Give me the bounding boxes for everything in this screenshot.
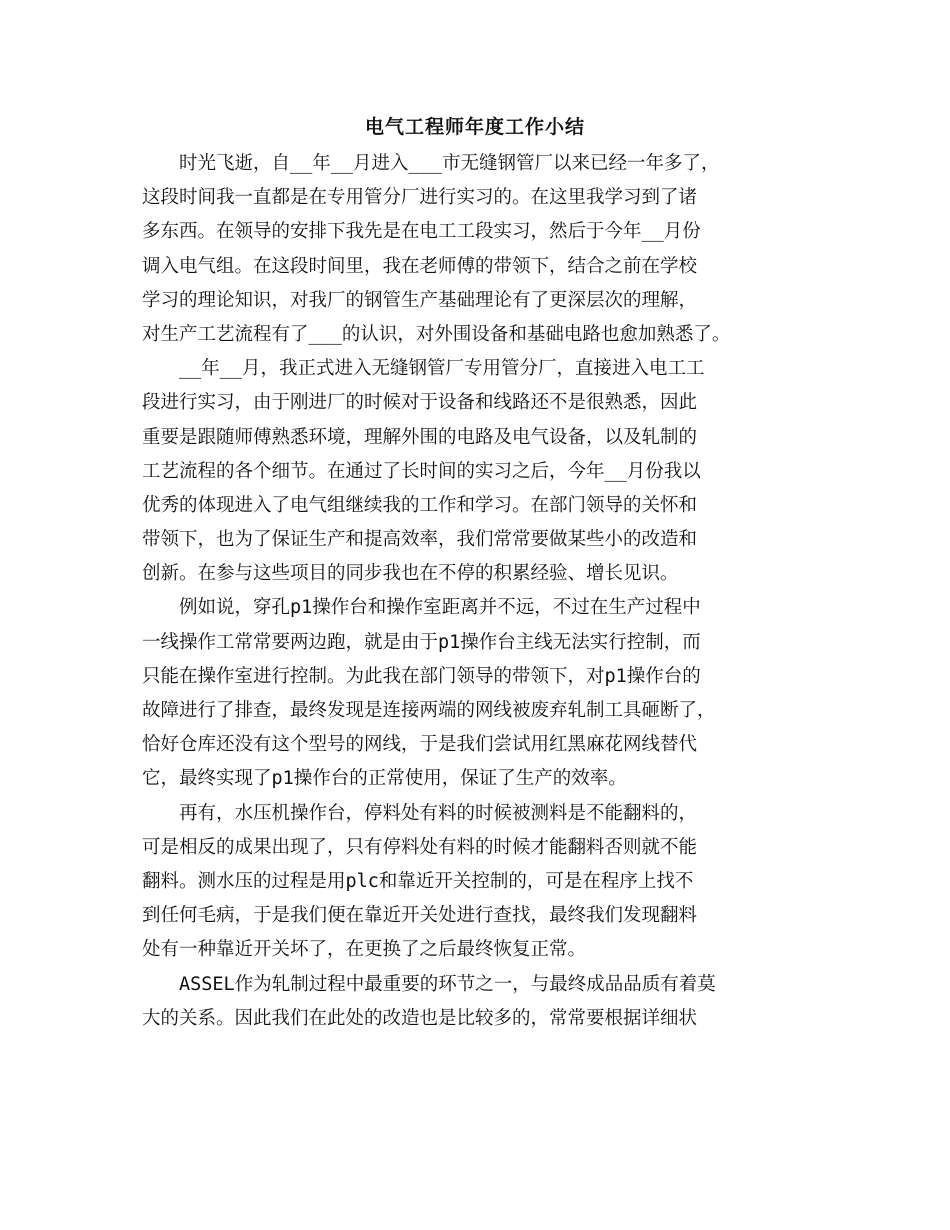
- body-line: 带领下，也为了保证生产和提高效率，我们常常要做某些小的改造和: [142, 529, 698, 551]
- body-line: 学习的理论知识，对我厂的钢管生产基础理论有了更深层次的理解，: [142, 289, 698, 311]
- body-line: 它，最终实现了p1操作台的正常使用，保证了生产的效率。: [142, 768, 627, 790]
- body-line: 优秀的体现进入了电气组继续我的工作和学习。在部门领导的关怀和: [142, 494, 698, 516]
- body-line: 再有，水压机操作台，停料处有料的时候被测料是不能翻料的，: [142, 802, 698, 824]
- body-line: 创新。在参与这些项目的同步我也在不停的积累经验、增长见识。: [142, 563, 679, 585]
- body-line: 到任何毛病，于是我们便在靠近开关处进行查找，最终我们发现翻料: [142, 905, 698, 927]
- body-line: ASSEL作为轧制过程中最重要的环节之一，与最终成品品质有着莫: [142, 973, 716, 995]
- body-line: 只能在操作室进行控制。为此我在部门领导的带领下，对p1操作台的: [142, 665, 701, 687]
- body-line: 段进行实习，由于刚进厂的时候对于设备和线路还不是很熟悉，因此: [142, 392, 698, 414]
- body-line: 重要是跟随师傅熟悉环境，理解外围的电路及电气设备，以及轧制的: [142, 426, 698, 448]
- body-line: 调入电气组。在这段时间里，我在老师傅的带领下，结合之前在学校: [142, 255, 698, 277]
- body-line: 多东西。在领导的安排下我先是在电工工段实习，然后于今年__月份: [142, 221, 701, 243]
- body-line: 大的关系。因此我们在此处的改造也是比较多的，常常要根据详细状: [142, 1007, 698, 1029]
- body-line: 例如说，穿孔p1操作台和操作室距离并不远，不过在生产过程中: [142, 597, 701, 619]
- body-line: 恰好仓库还没有这个型号的网线，于是我们尝试用红黑麻花网线替代: [142, 734, 698, 756]
- body-line: 处有一种靠近开关坏了，在更换了之后最终恢复正常。: [142, 939, 587, 961]
- body-line: 工艺流程的各个细节。在通过了长时间的实习之后，今年__月份我以: [142, 460, 701, 482]
- body-line: 翻料。测水压的过程是用plc和靠近开关控制的，可是在程序上找不: [142, 870, 694, 892]
- document-body: [142, 147, 822, 1036]
- document-title: 电气工程师年度工作小结: [364, 116, 585, 138]
- body-line: __年__月，我正式进入无缝钢管厂专用管分厂，直接进入电工工: [142, 358, 705, 380]
- body-line: 可是相反的成果出现了，只有停料处有料的时候才能翻料否则就不能: [142, 836, 698, 858]
- body-line: 一线操作工常常要两边跑，就是由于p1操作台主线无法实行控制，而: [142, 631, 701, 653]
- body-line: 这段时间我一直都是在专用管分厂进行实习的。在这里我学习到了诸: [142, 187, 698, 209]
- body-line: 时光飞逝，自__年__月进入___市无缝钢管厂以来已经一年多了，: [142, 153, 720, 174]
- body-line: 对生产工艺流程有了___的认识，对外围设备和基础电路也愈加熟悉了。: [142, 323, 731, 345]
- body-line: 故障进行了排查，最终发现是连接两端的网线被废弃轧制工具砸断了，: [142, 700, 716, 721]
